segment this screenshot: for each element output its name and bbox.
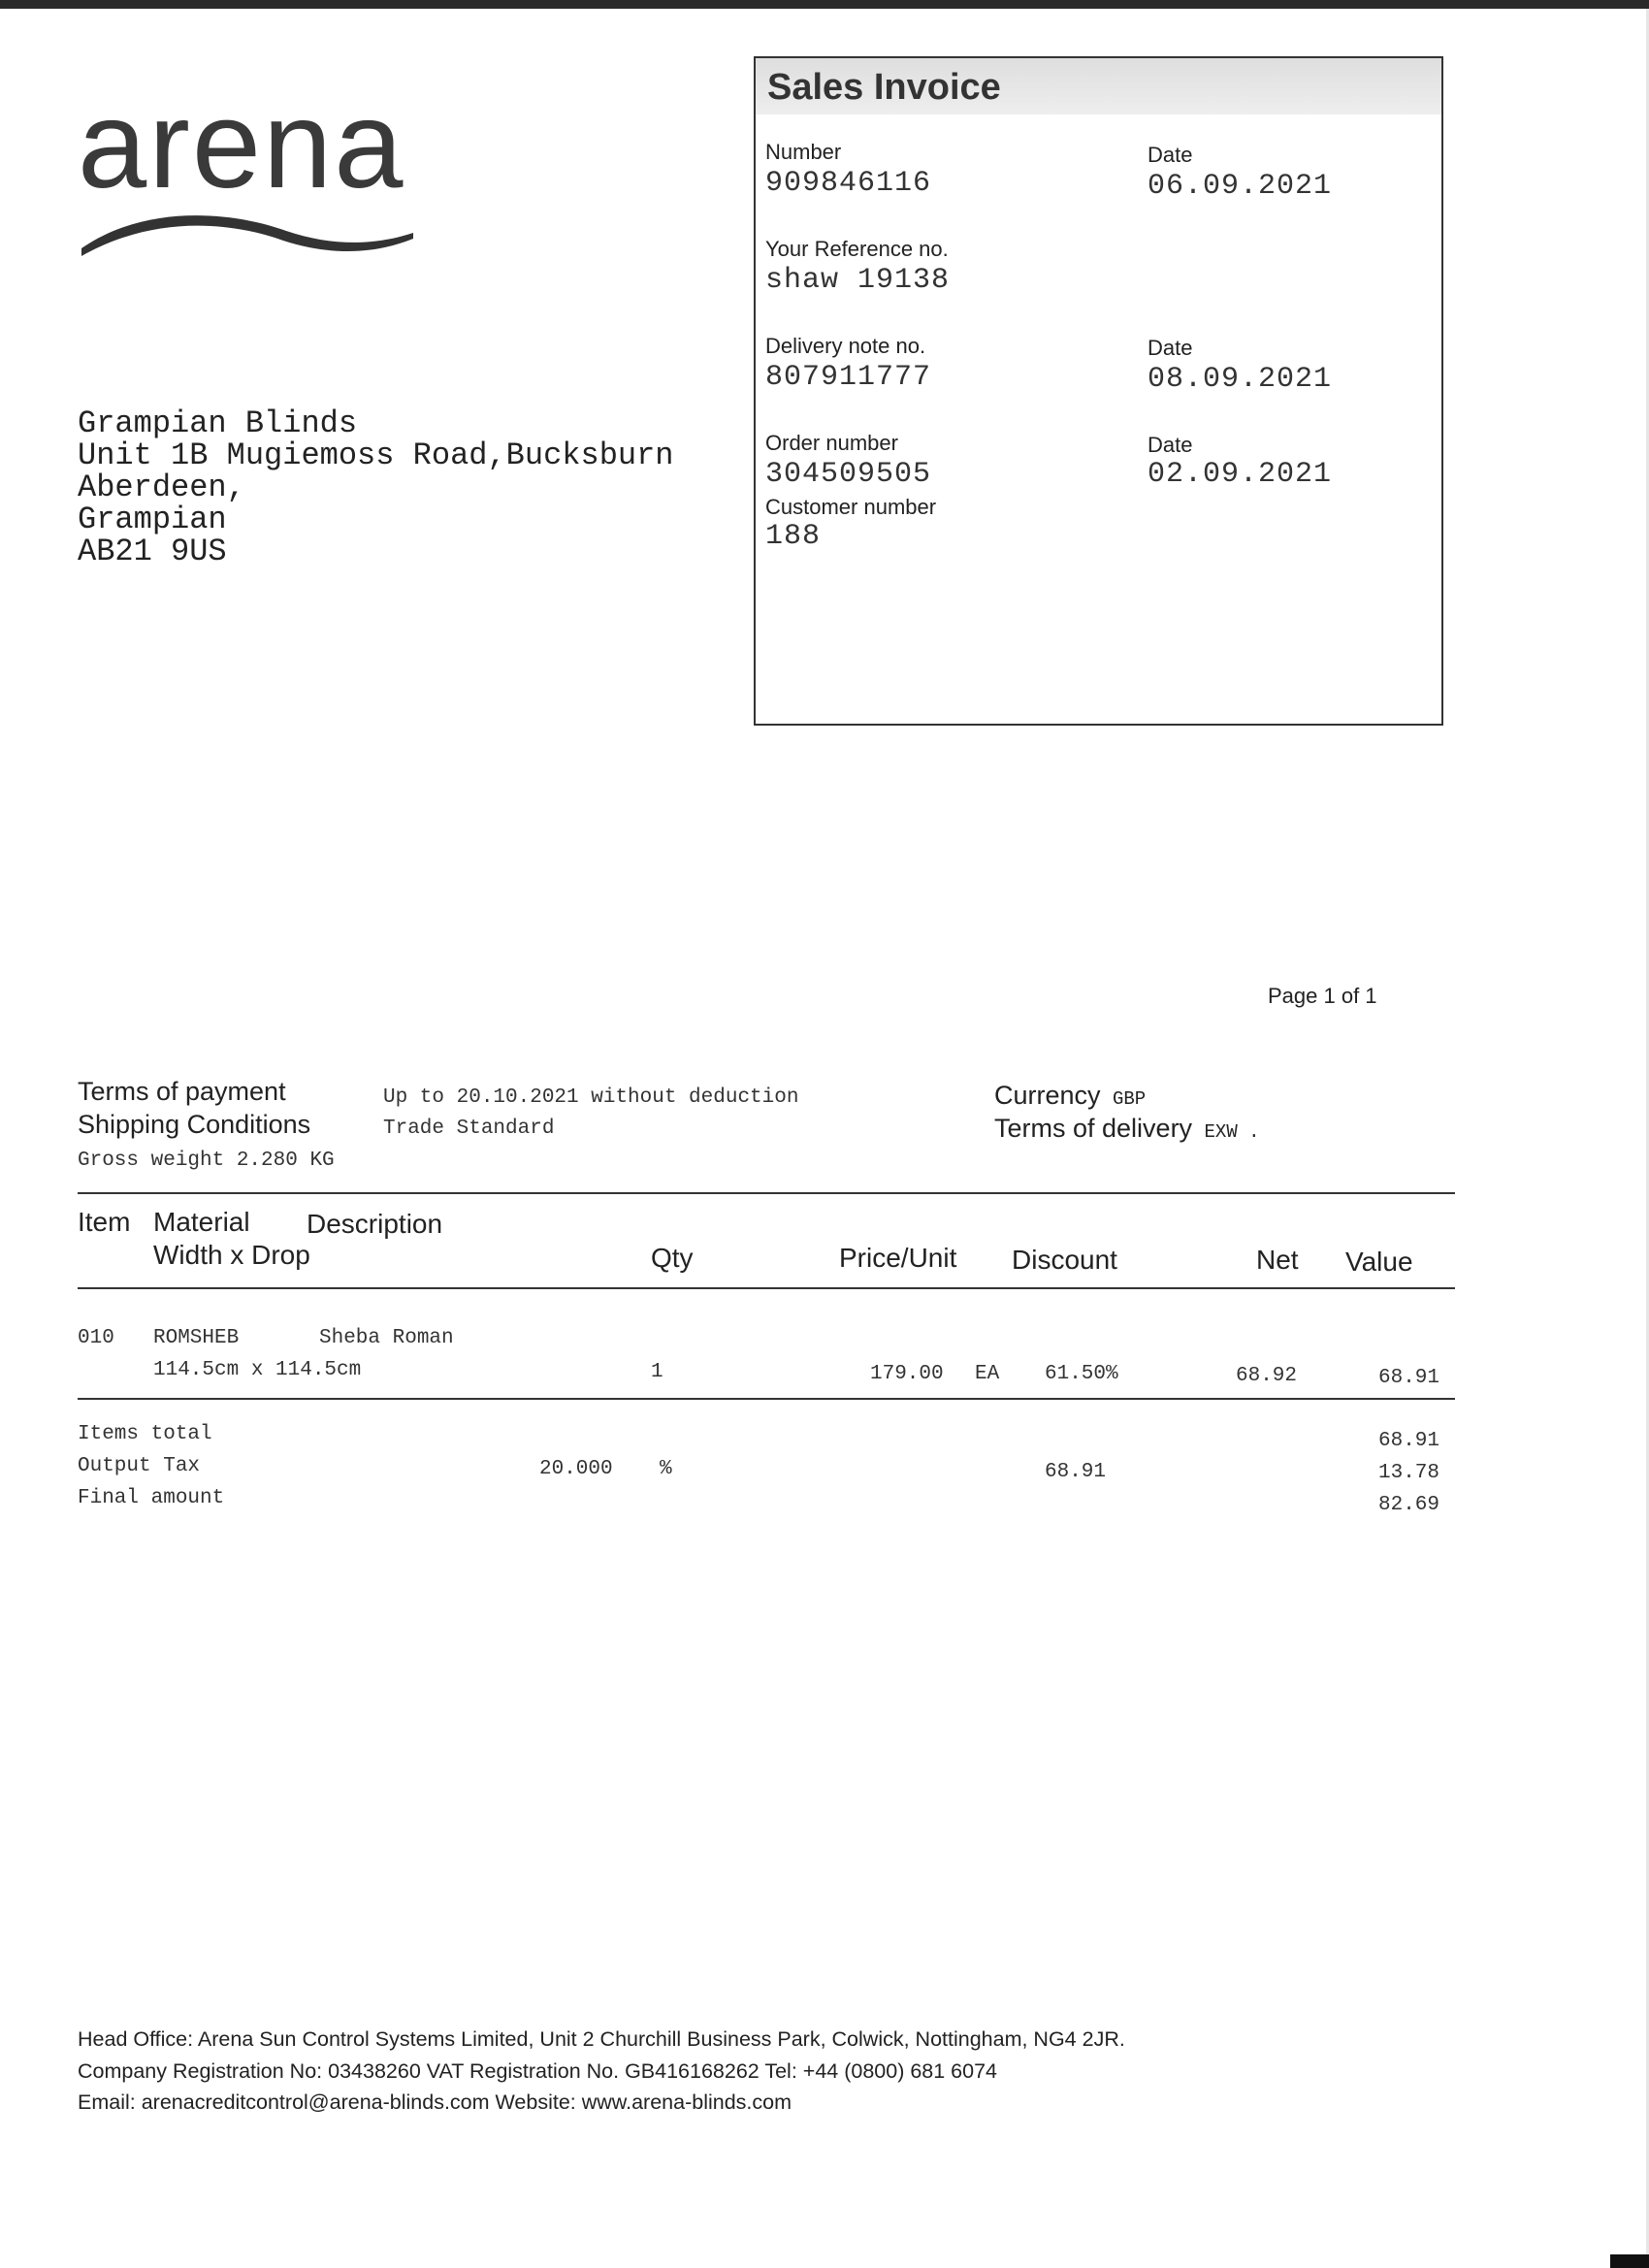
terms-of-delivery-row <box>994 1114 1260 1144</box>
scan-corner-mark <box>1610 2254 1649 2268</box>
footer-contact: Email: arenacreditcontrol@arena-blinds.com Website: www.arena-blinds.com <box>78 2090 792 2114</box>
address-line: Aberdeen, <box>78 470 245 505</box>
terms-of-payment-label: Terms of payment <box>78 1077 286 1106</box>
terms-of-delivery-value: EXW . <box>1204 1121 1260 1143</box>
delivery-date-label: Date <box>1148 336 1193 360</box>
logo-swoosh-icon <box>78 194 417 262</box>
output-tax-value: 13.78 <box>1378 1462 1440 1484</box>
currency-value: GBP <box>1112 1088 1147 1110</box>
order-number: 304509505 <box>765 458 932 491</box>
logo-wordmark: arena <box>78 76 405 214</box>
address-line: Unit 1B Mugiemoss Road,Bucksburn <box>78 437 674 473</box>
terms-of-delivery-label: Terms of delivery <box>994 1114 1193 1143</box>
row-description: Sheba Roman <box>319 1327 454 1349</box>
output-tax-label: Output Tax <box>78 1455 201 1477</box>
footer-registration: Company Registration No: 03438260 VAT Registration No. GB416168262 Tel: +44 (0800) 681 6074 <box>78 2059 998 2083</box>
reference-label: Your Reference no. <box>765 237 949 261</box>
customer-address <box>78 407 674 567</box>
invoice-details-box <box>754 56 1443 726</box>
shipping-conditions-label: Shipping Conditions <box>78 1110 311 1139</box>
column-header-qty: Qty <box>651 1243 694 1273</box>
arena-logo <box>78 76 427 262</box>
column-header-material: Material <box>153 1207 250 1237</box>
items-total-value: 68.91 <box>1378 1430 1440 1452</box>
column-header-price: Price/Unit <box>839 1243 957 1273</box>
row-material: ROMSHEB <box>153 1327 240 1349</box>
row-price: 179.00 <box>870 1363 944 1385</box>
row-net: 68.92 <box>1236 1365 1298 1387</box>
gross-weight: Gross weight 2.280 KG <box>78 1150 335 1172</box>
reference-value: shaw 19138 <box>765 264 951 297</box>
order-date: 02.09.2021 <box>1148 458 1333 491</box>
output-tax-percent: % <box>660 1458 672 1480</box>
invoice-date: 06.09.2021 <box>1148 170 1333 203</box>
invoice-date-label: Date <box>1148 143 1193 167</box>
row-unit: EA <box>975 1363 1000 1385</box>
row-item: 010 <box>78 1327 114 1349</box>
divider <box>78 1192 1455 1194</box>
row-discount: 61.50% <box>1045 1363 1118 1385</box>
scan-edge-top <box>0 0 1649 9</box>
invoice-number: 909846116 <box>765 167 932 200</box>
divider <box>78 1287 1455 1289</box>
column-header-description: Description <box>307 1209 443 1239</box>
row-value: 68.91 <box>1378 1367 1440 1389</box>
footer-head-office: Head Office: Arena Sun Control Systems Limited, Unit 2 Churchill Business Park, Colwick, Nottingham, NG4 2JR. <box>78 2027 1125 2051</box>
address-line: Grampian Blinds <box>78 405 358 441</box>
column-header-width-drop: Width x Drop <box>153 1240 310 1270</box>
currency-row <box>994 1081 1146 1111</box>
items-total-label: Items total <box>78 1423 212 1445</box>
order-number-label: Order number <box>765 431 898 455</box>
column-header-item: Item <box>78 1207 131 1237</box>
order-date-label: Date <box>1148 433 1193 457</box>
output-tax-base: 68.91 <box>1045 1461 1107 1483</box>
currency-label: Currency <box>994 1081 1101 1110</box>
final-amount-value: 82.69 <box>1378 1494 1440 1516</box>
row-size: 114.5cm x 114.5cm <box>153 1359 362 1381</box>
final-amount-label: Final amount <box>78 1487 225 1509</box>
invoice-title: Sales Invoice <box>756 58 1441 114</box>
row-qty: 1 <box>651 1361 663 1383</box>
delivery-date: 08.09.2021 <box>1148 363 1333 396</box>
address-line: Grampian <box>78 502 227 537</box>
page-number: Page 1 of 1 <box>1268 984 1377 1008</box>
number-label: Number <box>765 140 842 164</box>
column-header-net: Net <box>1256 1245 1299 1275</box>
customer-number: 188 <box>765 520 822 553</box>
output-tax-rate: 20.000 <box>539 1458 613 1480</box>
terms-of-payment-value: Up to 20.10.2021 without deduction <box>383 1086 799 1109</box>
divider <box>78 1398 1455 1400</box>
column-header-value: Value <box>1345 1247 1413 1277</box>
shipping-conditions-value: Trade Standard <box>383 1118 555 1140</box>
customer-number-label: Customer number <box>765 495 937 519</box>
delivery-note-number: 807911777 <box>765 361 932 394</box>
delivery-note-label: Delivery note no. <box>765 334 926 358</box>
address-line: AB21 9US <box>78 534 227 569</box>
column-header-discount: Discount <box>1012 1245 1117 1275</box>
